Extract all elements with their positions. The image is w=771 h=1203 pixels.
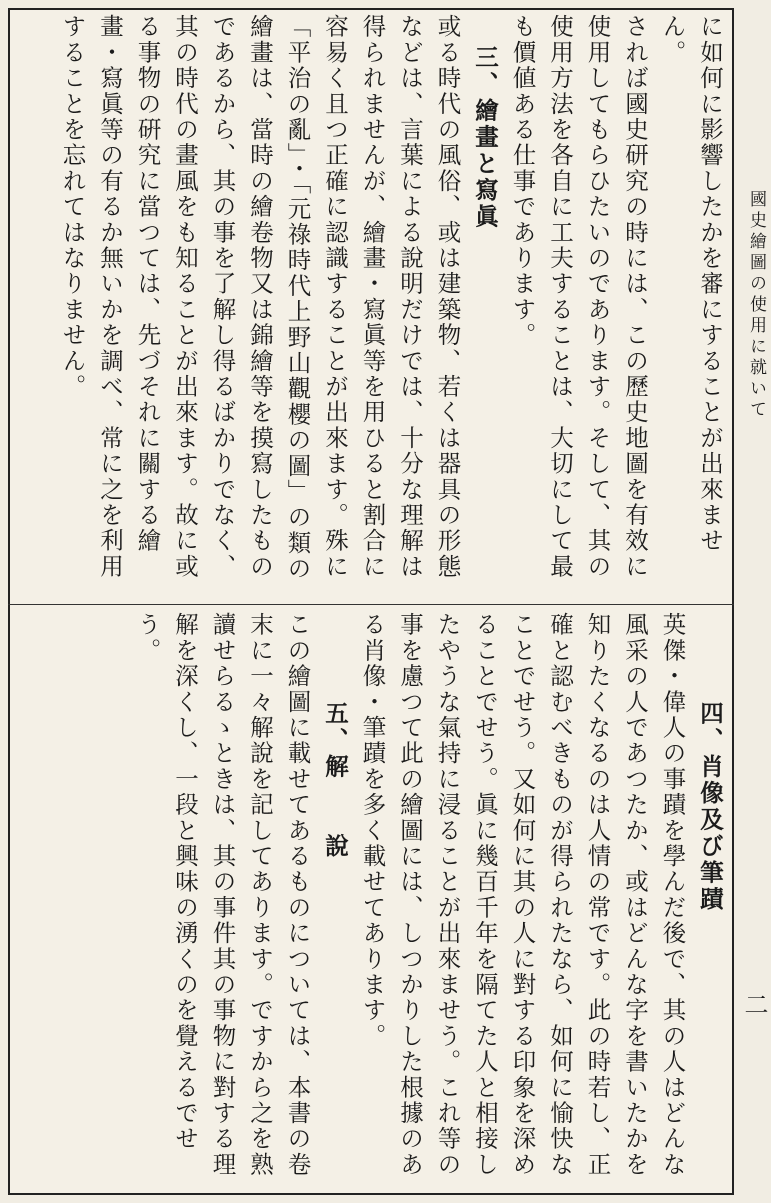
page-number: 二 <box>740 992 768 1016</box>
column-divider <box>8 604 734 605</box>
lower-text-block <box>16 612 728 1188</box>
section-heading: 四、肖像及び筆蹟 <box>696 701 724 914</box>
upper-text-block <box>16 14 728 598</box>
paragraph: 或る時代の風俗、或は建築物、若くは器具の形態などは、言葉による說明だけでは、十分な理解は得られませんが、繪畫・寫眞等を用ひると割合に容易く且つ正確に認識することが出來ます。殊に「平治の亂」・「元祿時代上野山觀櫻の圖」の類の繪畫は、當時の繪卷物又は錦繪等を摸寫したものであるから、其の事を了解し得るばかりでなく、其の時代の畫風をも知ることが出來ます。故に或る事物の硏究に當つては、先づそれに關する繪畫・寫眞等の有るか無いかを調べ、常に之を利用することを忘れてはなりません。 <box>58 14 462 582</box>
paragraph: に如何に影響したかを審にすることが出來ません。 <box>658 14 724 554</box>
paragraph: されば國史研究の時には、この歷史地圖を有效に使用してもらひたいのであります。そして、其の使用方法を各自に工夫することは、大切にして最も價値ある仕事であります。 <box>508 14 649 580</box>
paragraph: 英傑・偉人の事蹟を學んだ後で、其の人はどんな風采の人であつたか、或はどんな字を書いたかを知りたくなるのは人情の常です。此の時若し、正確と認むべきものが得られたなら、如何に愉快なことでせう。又如何に其の人に對する印象を深めることでせう。眞に幾百千年を隔てた人と相接したやうな氣持に浸ることが出來ませう。これ等の事を慮つて此の繪圖には、しつかりした根據のある肖像・筆蹟を多く載せてあります。 <box>358 612 687 1178</box>
paragraph: この繪圖に載せてあるものについては、本書の卷末に一々解說を記してあります。ですから之を熟讀せらるゝときは、其の事件其の事物に對する理解を深くし、一段と興味の湧くのを覺えるでせう。 <box>133 612 312 1178</box>
section-heading: 三、繪畫と寫眞 <box>471 44 499 231</box>
section-heading: 五、解 說 <box>321 701 349 861</box>
running-head: 國史繪圖の使用に就いて <box>746 190 766 421</box>
